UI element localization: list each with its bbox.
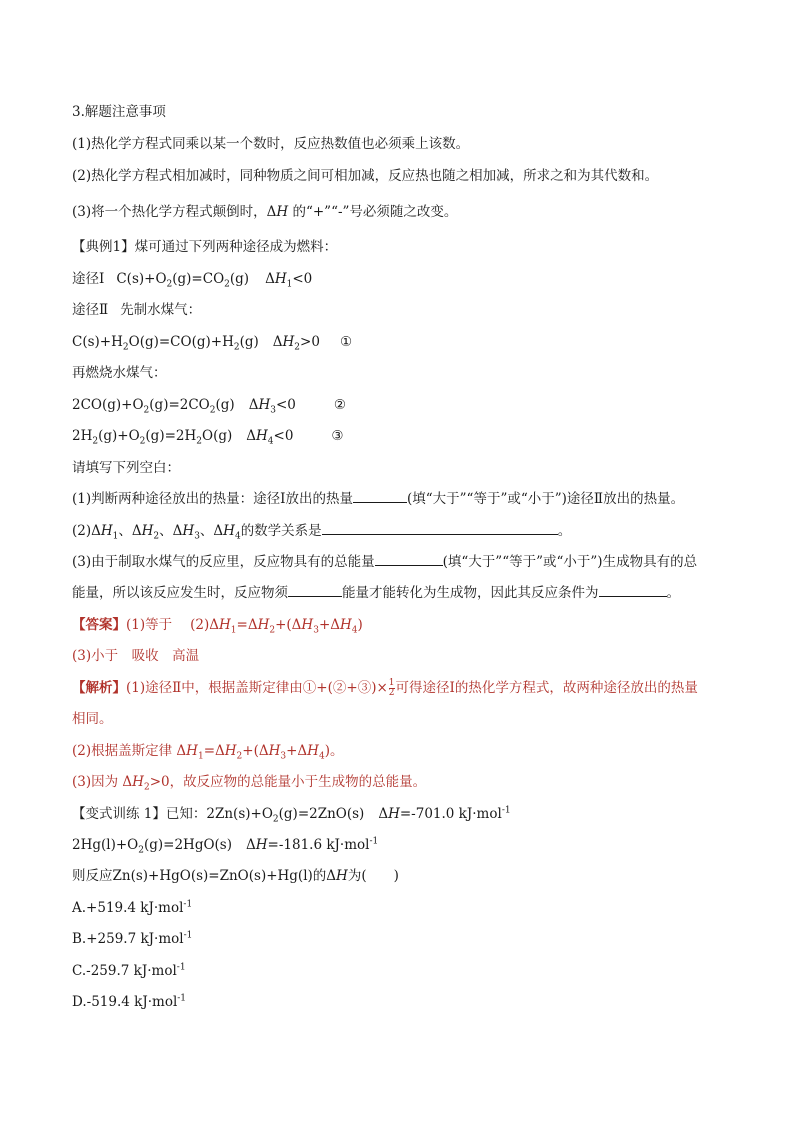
example-heading: 【典例1】煤可通过下列两种途径成为燃料： (72, 239, 338, 255)
exercise-heading: 【变式训练 1】已知：$2Zn(s)+O_2(g)=2ZnO(s)$ ΔH=-701.0 kJ·mol$^{-1}$ (72, 805, 511, 825)
answer-line-1: 【答案】(1)等于 $(2)\Delta H_1=\Delta H_2+(\Delta H_3+\Delta H_4)$ (72, 617, 363, 636)
fill-prompt: 请填写下列空白： (72, 460, 180, 476)
section-title: 3.解题注意事项 (72, 104, 166, 120)
mark-3: ③ (331, 428, 344, 444)
note-3-tail: 的“+”“-”号必须随之改变。 (292, 204, 458, 220)
question-2: $(2)\Delta H_1$、$\Delta H_2$、$\Delta H_3$、$\Delta H_4$的数学关系是 。 (72, 523, 572, 542)
note-1: (1)热化学方程式同乘以某一个数时，反应热数值也必须乘上该数。 (72, 136, 470, 152)
answer-tag: 【答案】 (72, 617, 126, 633)
equation-1: $C(s)+H_2O(g)=CO(g)+H_2(g)$ $\Delta H_2>0$ ① (72, 334, 353, 353)
equation-2: $2CO(g)+O_2(g)=2CO_2(g)$ $\Delta H_3<0$ ② (72, 397, 346, 416)
mark-1: ① (339, 334, 353, 350)
option-a[interactable]: A.+519.4 kJ·mol$^{-1}$ (72, 899, 193, 916)
note-3-text: (3)将一个热化学方程式颠倒时， (72, 204, 267, 220)
answer-blank (353, 490, 407, 503)
option-c[interactable]: C.-259.7 kJ·mol$^{-1}$ (72, 962, 186, 979)
question-1: (1)判断两种途径放出的热量：途径Ⅰ放出的热量 (填“大于”“等于”或“小于”)途径Ⅱ放出的热量。 (72, 491, 685, 507)
analysis-line-1: 【解析】(1)途径Ⅱ中，根据盖斯定律由①+(②+③)× $\frac{1}{2}$ 可得途径Ⅰ的热化学方程式，故两种途径放出的热量 (72, 678, 698, 698)
answer-line-2: (3)小于 吸收 高温 (72, 648, 200, 664)
answer-blank (288, 584, 342, 597)
answer-blank (322, 522, 558, 535)
question-3: (3)由于制取水煤气的反应里，反应物具有的总能量 (填“大于”“等于”或“小于”)生成物具有的总 (72, 554, 698, 570)
option-b[interactable]: B.+259.7 kJ·mol$^{-1}$ (72, 930, 193, 947)
note-3: (3)将一个热化学方程式颠倒时，ΔH 的“+”“-”号必须随之改变。 (72, 204, 458, 220)
exercise-question: 则反应Zn(s)+HgO(s)=ZnO(s)+Hg(l)的ΔH为( ) (72, 868, 399, 884)
answer-blank (375, 553, 443, 566)
analysis-tag: 【解析】 (72, 680, 126, 696)
analysis-line-4: (3)因为 $\Delta H_2>0$，故反应物的总能量小于生成物的总能量。 (72, 774, 427, 793)
exercise-equation-2: $2Hg(l)+O_2(g)=2HgO(s)$ ΔH=-181.6 kJ·mol$^{-1}$ (72, 836, 379, 856)
analysis-line-3: (2)根据盖斯定律 $\Delta H_1=\Delta H_2+(\Delta H_3+\Delta H_4)$。 (72, 743, 344, 762)
path2-line (72, 301, 201, 319)
path1-label: 途径Ⅰ (72, 271, 105, 287)
path1-equation: 途径Ⅰ $C(s)+O_2(g)=CO_2(g)$ $\Delta H_1<0$ (72, 271, 313, 290)
answer-blank (599, 584, 667, 597)
mark-2: ② (333, 397, 346, 413)
path2-label: 途径Ⅱ (72, 302, 109, 318)
option-d[interactable]: D.-519.4 kJ·mol$^{-1}$ (72, 993, 187, 1010)
question-3-cont: 能量，所以该反应发生时，反应物须 能量才能转化为生成物，因此其反应条件为 。 (72, 585, 680, 601)
equation-3: $2H_2(g)+O_2(g)=2H_2O(g)$ $\Delta H_4<0$ ③ (72, 428, 344, 447)
reburn-line: 再燃烧水煤气： (72, 365, 167, 381)
analysis-line-2: 相同。 (72, 711, 113, 727)
note-2: (2)热化学方程式相加减时，同种物质之间可相加减，反应热也随之相加减，所求之和为其代数和。 (72, 168, 659, 184)
path2-text: 先制水煤气： (120, 302, 202, 318)
